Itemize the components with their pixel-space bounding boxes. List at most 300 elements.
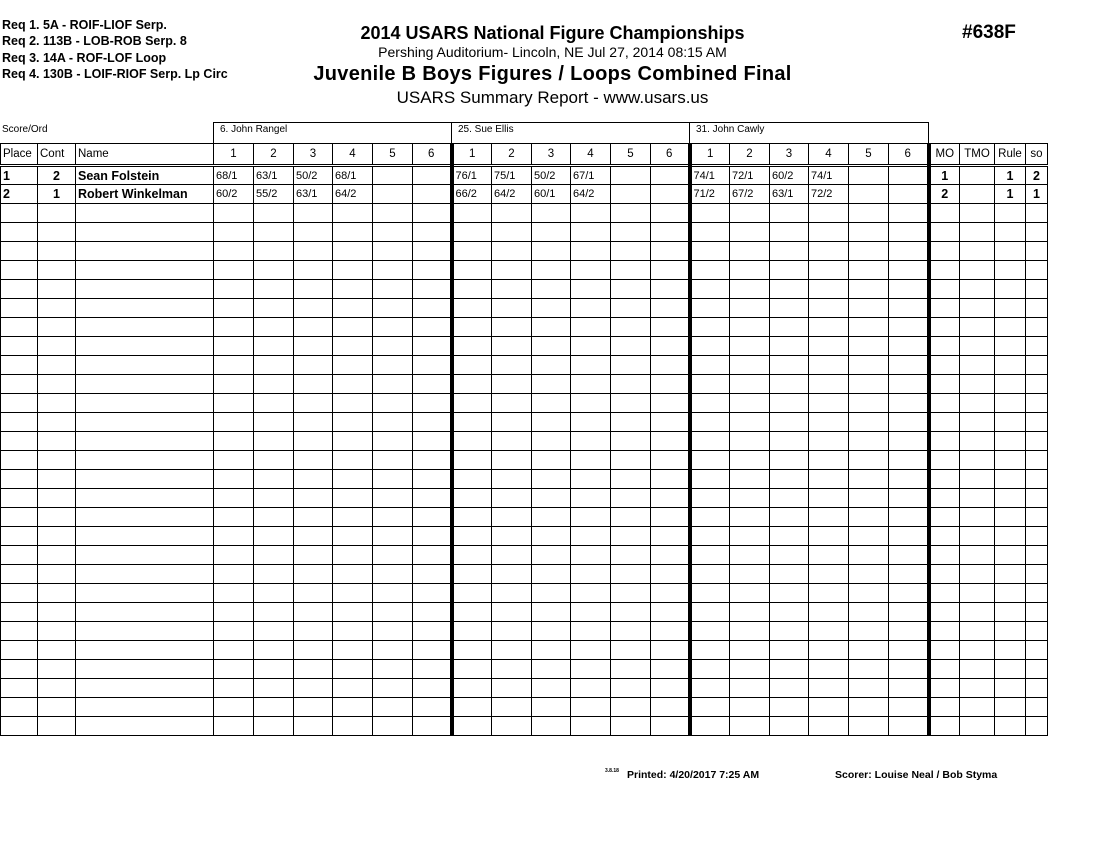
- empty-cell: [76, 546, 214, 565]
- empty-cell: [730, 299, 770, 318]
- empty-cell: [1, 603, 38, 622]
- empty-table-row: [1, 584, 1048, 603]
- empty-cell: [532, 318, 571, 337]
- empty-cell: [571, 527, 611, 546]
- empty-cell: [929, 223, 960, 242]
- championship-title: 2014 USARS National Figure Championships: [360, 23, 745, 43]
- empty-cell: [849, 451, 889, 470]
- empty-cell: [492, 565, 532, 584]
- empty-cell: [38, 394, 76, 413]
- empty-cell: [1026, 698, 1048, 717]
- venue-datetime: Pershing Auditorium- Lincoln, NE Jul 27, 2014 08:15 AM: [378, 44, 727, 60]
- empty-cell: [651, 299, 690, 318]
- empty-cell: [611, 565, 651, 584]
- empty-cell: [571, 432, 611, 451]
- empty-cell: [492, 470, 532, 489]
- empty-cell: [995, 546, 1026, 565]
- score-cell-j3-fig2: 72/1: [730, 166, 770, 185]
- empty-cell: [452, 394, 492, 413]
- place-cell: 1: [1, 166, 38, 185]
- empty-cell: [532, 280, 571, 299]
- empty-cell: [452, 280, 492, 299]
- empty-cell: [333, 356, 373, 375]
- empty-cell: [254, 679, 294, 698]
- empty-cell: [960, 299, 995, 318]
- empty-cell: [254, 204, 294, 223]
- empty-cell: [651, 204, 690, 223]
- empty-cell: [809, 432, 849, 451]
- empty-cell: [413, 451, 452, 470]
- empty-cell: [809, 204, 849, 223]
- empty-cell: [960, 261, 995, 280]
- empty-cell: [770, 679, 809, 698]
- empty-cell: [1026, 204, 1048, 223]
- empty-cell: [333, 603, 373, 622]
- empty-table-row: [1, 451, 1048, 470]
- empty-cell: [611, 451, 651, 470]
- empty-cell: [571, 413, 611, 432]
- empty-cell: [770, 470, 809, 489]
- empty-cell: [730, 622, 770, 641]
- empty-cell: [929, 204, 960, 223]
- empty-cell: [995, 508, 1026, 527]
- empty-cell: [809, 299, 849, 318]
- empty-cell: [532, 413, 571, 432]
- empty-cell: [960, 622, 995, 641]
- empty-cell: [333, 470, 373, 489]
- empty-cell: [929, 375, 960, 394]
- empty-cell: [960, 204, 995, 223]
- empty-cell: [452, 527, 492, 546]
- mo-cell: 2: [929, 185, 960, 204]
- empty-cell: [730, 280, 770, 299]
- empty-cell: [960, 432, 995, 451]
- empty-cell: [995, 204, 1026, 223]
- empty-cell: [532, 432, 571, 451]
- empty-table-row: [1, 679, 1048, 698]
- empty-cell: [76, 527, 214, 546]
- empty-cell: [770, 603, 809, 622]
- empty-cell: [929, 584, 960, 603]
- empty-cell: [651, 280, 690, 299]
- empty-cell: [373, 432, 413, 451]
- empty-cell: [809, 660, 849, 679]
- empty-cell: [730, 584, 770, 603]
- empty-cell: [690, 318, 730, 337]
- empty-cell: [76, 394, 214, 413]
- empty-cell: [532, 375, 571, 394]
- empty-cell: [76, 470, 214, 489]
- empty-cell: [571, 508, 611, 527]
- empty-cell: [960, 603, 995, 622]
- empty-cell: [690, 660, 730, 679]
- empty-cell: [730, 223, 770, 242]
- empty-cell: [1026, 679, 1048, 698]
- empty-cell: [76, 698, 214, 717]
- empty-cell: [1026, 451, 1048, 470]
- empty-cell: [294, 394, 333, 413]
- empty-cell: [690, 546, 730, 565]
- empty-cell: [333, 204, 373, 223]
- empty-cell: [770, 413, 809, 432]
- empty-cell: [373, 660, 413, 679]
- empty-cell: [995, 641, 1026, 660]
- empty-cell: [809, 223, 849, 242]
- empty-cell: [532, 527, 571, 546]
- empty-cell: [1, 527, 38, 546]
- empty-cell: [38, 204, 76, 223]
- empty-cell: [333, 223, 373, 242]
- empty-cell: [995, 470, 1026, 489]
- empty-table-row: [1, 622, 1048, 641]
- score-cell-j3-fig1: 71/2: [690, 185, 730, 204]
- empty-cell: [651, 698, 690, 717]
- so-cell: 1: [1026, 185, 1048, 204]
- empty-cell: [651, 622, 690, 641]
- empty-cell: [373, 698, 413, 717]
- col-header-tmo: TMO: [960, 144, 995, 166]
- empty-cell: [452, 356, 492, 375]
- empty-table-row: [1, 565, 1048, 584]
- empty-cell: [995, 337, 1026, 356]
- empty-cell: [651, 318, 690, 337]
- empty-cell: [960, 489, 995, 508]
- empty-cell: [76, 318, 214, 337]
- empty-cell: [38, 546, 76, 565]
- empty-cell: [1, 432, 38, 451]
- empty-cell: [690, 242, 730, 261]
- empty-cell: [1, 451, 38, 470]
- empty-cell: [730, 489, 770, 508]
- empty-cell: [254, 470, 294, 489]
- empty-table-row: [1, 375, 1048, 394]
- empty-cell: [38, 508, 76, 527]
- empty-cell: [214, 451, 254, 470]
- empty-cell: [413, 242, 452, 261]
- empty-cell: [452, 413, 492, 432]
- col-header-mo: MO: [929, 144, 960, 166]
- empty-cell: [1, 641, 38, 660]
- empty-cell: [254, 280, 294, 299]
- empty-cell: [849, 413, 889, 432]
- empty-cell: [929, 242, 960, 261]
- empty-cell: [38, 432, 76, 451]
- empty-cell: [690, 223, 730, 242]
- place-cell: 2: [1, 185, 38, 204]
- empty-cell: [373, 603, 413, 622]
- empty-table-row: [1, 527, 1048, 546]
- empty-cell: [690, 641, 730, 660]
- empty-cell: [889, 299, 929, 318]
- score-cell-j1-fig5: [373, 185, 413, 204]
- empty-cell: [995, 527, 1026, 546]
- empty-cell: [76, 641, 214, 660]
- empty-cell: [611, 622, 651, 641]
- col-header-j3-fig5: 5: [849, 144, 889, 166]
- empty-cell: [294, 280, 333, 299]
- empty-cell: [452, 546, 492, 565]
- empty-cell: [651, 584, 690, 603]
- empty-cell: [995, 356, 1026, 375]
- empty-cell: [770, 432, 809, 451]
- empty-cell: [929, 432, 960, 451]
- empty-cell: [809, 375, 849, 394]
- empty-cell: [690, 451, 730, 470]
- event-number: #638F: [962, 22, 1016, 43]
- empty-cell: [452, 660, 492, 679]
- report-subtitle: USARS Summary Report - www.usars.us: [396, 88, 709, 107]
- empty-cell: [611, 413, 651, 432]
- empty-cell: [76, 451, 214, 470]
- empty-cell: [651, 394, 690, 413]
- empty-table-row: [1, 204, 1048, 223]
- empty-cell: [1, 546, 38, 565]
- empty-cell: [294, 527, 333, 546]
- empty-cell: [1, 375, 38, 394]
- empty-cell: [413, 622, 452, 641]
- empty-cell: [373, 280, 413, 299]
- empty-cell: [214, 660, 254, 679]
- empty-cell: [373, 641, 413, 660]
- empty-cell: [809, 489, 849, 508]
- empty-cell: [373, 204, 413, 223]
- empty-cell: [1026, 622, 1048, 641]
- empty-cell: [611, 489, 651, 508]
- empty-cell: [889, 394, 929, 413]
- empty-cell: [849, 679, 889, 698]
- empty-cell: [960, 451, 995, 470]
- empty-cell: [38, 242, 76, 261]
- empty-cell: [690, 432, 730, 451]
- empty-cell: [413, 204, 452, 223]
- empty-cell: [809, 413, 849, 432]
- empty-cell: [254, 394, 294, 413]
- empty-cell: [214, 280, 254, 299]
- empty-cell: [995, 261, 1026, 280]
- empty-cell: [995, 375, 1026, 394]
- score-cell-j3-fig3: 63/1: [770, 185, 809, 204]
- empty-cell: [809, 356, 849, 375]
- empty-cell: [809, 280, 849, 299]
- tmo-cell: [960, 166, 995, 185]
- requirement-4: Req 4. 130B - LOIF-RIOF Serp. Lp Circ: [2, 66, 228, 81]
- empty-cell: [254, 261, 294, 280]
- empty-cell: [452, 603, 492, 622]
- empty-cell: [730, 641, 770, 660]
- empty-cell: [809, 717, 849, 736]
- empty-cell: [730, 451, 770, 470]
- empty-cell: [929, 565, 960, 584]
- empty-cell: [690, 204, 730, 223]
- score-cell-j2-fig5: [611, 166, 651, 185]
- empty-cell: [413, 527, 452, 546]
- empty-cell: [413, 432, 452, 451]
- empty-cell: [38, 451, 76, 470]
- empty-cell: [770, 318, 809, 337]
- empty-cell: [452, 318, 492, 337]
- empty-cell: [294, 261, 333, 280]
- empty-cell: [413, 508, 452, 527]
- empty-cell: [38, 527, 76, 546]
- judge-2-header: 25. Sue Ellis: [451, 122, 690, 143]
- empty-cell: [294, 356, 333, 375]
- empty-cell: [532, 356, 571, 375]
- empty-cell: [294, 432, 333, 451]
- empty-cell: [413, 489, 452, 508]
- empty-cell: [611, 527, 651, 546]
- empty-cell: [1026, 394, 1048, 413]
- empty-cell: [452, 223, 492, 242]
- empty-cell: [373, 489, 413, 508]
- empty-cell: [1026, 641, 1048, 660]
- empty-cell: [889, 584, 929, 603]
- empty-cell: [770, 299, 809, 318]
- col-header-j1-fig6: 6: [413, 144, 452, 166]
- empty-cell: [452, 337, 492, 356]
- empty-cell: [929, 546, 960, 565]
- empty-cell: [571, 660, 611, 679]
- empty-cell: [294, 413, 333, 432]
- empty-cell: [38, 679, 76, 698]
- empty-cell: [651, 337, 690, 356]
- empty-cell: [611, 242, 651, 261]
- empty-cell: [770, 337, 809, 356]
- empty-cell: [651, 432, 690, 451]
- empty-cell: [889, 242, 929, 261]
- empty-cell: [492, 508, 532, 527]
- empty-table-row: [1, 223, 1048, 242]
- empty-cell: [294, 660, 333, 679]
- score-cell-j3-fig5: [849, 185, 889, 204]
- empty-cell: [373, 679, 413, 698]
- empty-cell: [294, 451, 333, 470]
- empty-table-row: [1, 603, 1048, 622]
- empty-cell: [929, 527, 960, 546]
- empty-cell: [373, 261, 413, 280]
- empty-cell: [770, 356, 809, 375]
- col-header-j3-fig1: 1: [690, 144, 730, 166]
- empty-cell: [254, 717, 294, 736]
- empty-cell: [452, 375, 492, 394]
- empty-cell: [849, 375, 889, 394]
- empty-cell: [995, 280, 1026, 299]
- empty-cell: [1, 679, 38, 698]
- empty-cell: [929, 717, 960, 736]
- score-cell-j3-fig2: 67/2: [730, 185, 770, 204]
- empty-cell: [611, 432, 651, 451]
- empty-cell: [452, 261, 492, 280]
- tmo-cell: [960, 185, 995, 204]
- empty-cell: [373, 546, 413, 565]
- empty-cell: [413, 261, 452, 280]
- empty-cell: [929, 603, 960, 622]
- empty-cell: [809, 565, 849, 584]
- empty-cell: [294, 470, 333, 489]
- empty-cell: [214, 565, 254, 584]
- empty-cell: [849, 698, 889, 717]
- empty-table-row: [1, 489, 1048, 508]
- empty-cell: [254, 318, 294, 337]
- empty-table-row: [1, 546, 1048, 565]
- empty-cell: [333, 261, 373, 280]
- empty-cell: [413, 280, 452, 299]
- empty-cell: [770, 394, 809, 413]
- empty-cell: [373, 223, 413, 242]
- empty-cell: [611, 546, 651, 565]
- empty-cell: [38, 413, 76, 432]
- empty-cell: [770, 261, 809, 280]
- empty-cell: [492, 679, 532, 698]
- empty-cell: [730, 337, 770, 356]
- empty-cell: [809, 603, 849, 622]
- empty-cell: [413, 318, 452, 337]
- empty-cell: [333, 679, 373, 698]
- empty-cell: [38, 318, 76, 337]
- empty-cell: [730, 698, 770, 717]
- score-cell-j2-fig4: 67/1: [571, 166, 611, 185]
- empty-cell: [611, 698, 651, 717]
- empty-cell: [730, 660, 770, 679]
- empty-cell: [889, 413, 929, 432]
- empty-cell: [333, 280, 373, 299]
- empty-cell: [571, 546, 611, 565]
- empty-cell: [76, 223, 214, 242]
- empty-cell: [690, 603, 730, 622]
- empty-cell: [492, 299, 532, 318]
- empty-cell: [960, 527, 995, 546]
- empty-cell: [770, 527, 809, 546]
- empty-cell: [492, 223, 532, 242]
- empty-cell: [452, 717, 492, 736]
- empty-cell: [889, 356, 929, 375]
- empty-cell: [413, 717, 452, 736]
- empty-cell: [1026, 603, 1048, 622]
- empty-cell: [1026, 565, 1048, 584]
- empty-cell: [373, 622, 413, 641]
- empty-cell: [413, 660, 452, 679]
- empty-cell: [889, 660, 929, 679]
- score-cell-j2-fig6: [651, 166, 690, 185]
- empty-cell: [571, 717, 611, 736]
- empty-cell: [611, 470, 651, 489]
- empty-cell: [995, 717, 1026, 736]
- empty-cell: [532, 337, 571, 356]
- empty-cell: [1, 261, 38, 280]
- empty-cell: [254, 242, 294, 261]
- empty-cell: [849, 489, 889, 508]
- empty-cell: [1, 204, 38, 223]
- empty-cell: [929, 508, 960, 527]
- empty-cell: [571, 337, 611, 356]
- empty-cell: [960, 280, 995, 299]
- empty-cell: [214, 470, 254, 489]
- empty-cell: [571, 318, 611, 337]
- empty-cell: [1, 698, 38, 717]
- empty-cell: [571, 679, 611, 698]
- empty-cell: [889, 204, 929, 223]
- empty-cell: [294, 242, 333, 261]
- empty-cell: [690, 337, 730, 356]
- empty-cell: [333, 413, 373, 432]
- empty-table-row: [1, 318, 1048, 337]
- empty-cell: [254, 375, 294, 394]
- empty-cell: [690, 584, 730, 603]
- empty-table-row: [1, 641, 1048, 660]
- empty-cell: [294, 337, 333, 356]
- empty-cell: [690, 261, 730, 280]
- empty-cell: [254, 603, 294, 622]
- empty-cell: [214, 679, 254, 698]
